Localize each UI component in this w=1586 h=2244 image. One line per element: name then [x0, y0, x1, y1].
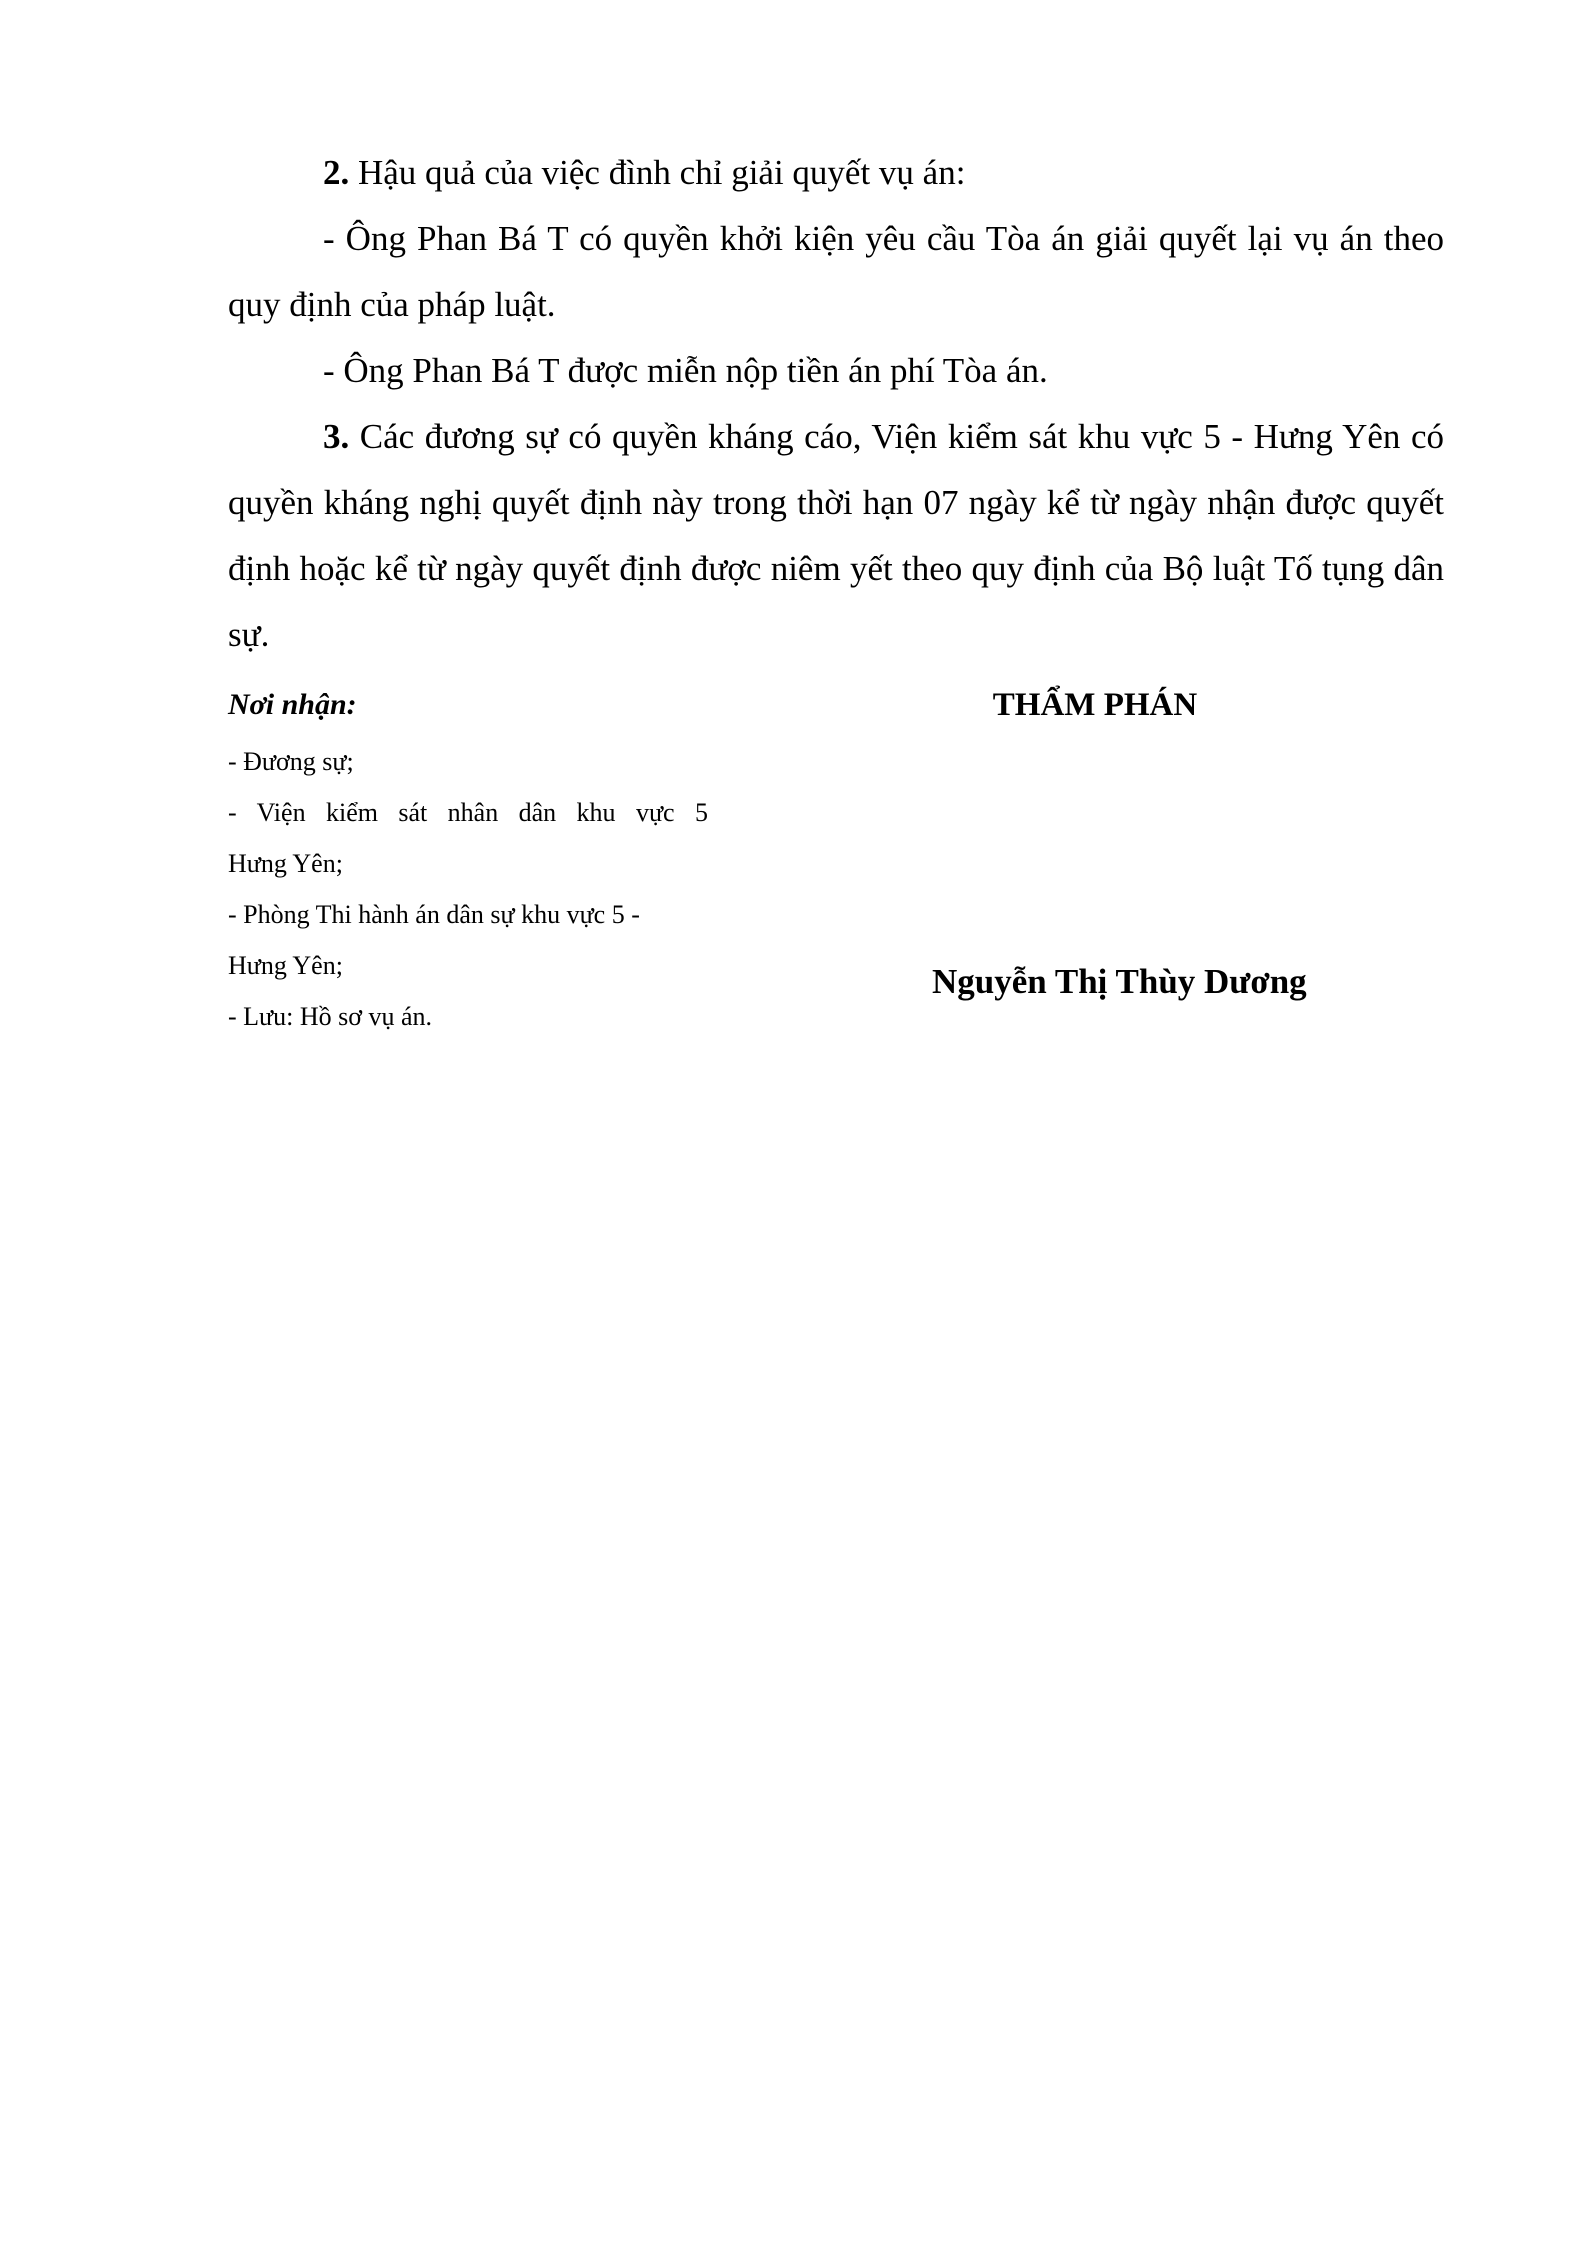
section-2-item-1: - Ông Phan Bá T có quyền khởi kiện yêu cầu Tòa án giải quyết lại vụ án theo quy định của pháp luật.	[228, 219, 1444, 324]
recipients-title: Nơi nhận:	[228, 688, 357, 721]
recipients-list	[228, 736, 708, 1042]
recipient-item: - Lưu: Hồ sơ vụ án.	[228, 1002, 433, 1031]
recipient-item: - Viện kiểm sát nhân dân khu vực 5	[228, 798, 708, 827]
recipient-item: - Phòng Thi hành án dân sự khu vực 5 -	[228, 900, 640, 929]
recipient-item: Hưng Yên;	[228, 951, 343, 980]
section-2-heading	[228, 140, 1444, 206]
section-3-number: 3.	[323, 417, 350, 456]
section-2-item-2: - Ông Phan Bá T được miễn nộp tiền án phí Tòa án.	[323, 351, 1048, 390]
recipient-item: Hưng Yên;	[228, 849, 343, 878]
decision-body	[228, 140, 1444, 668]
section-2-number: 2.	[323, 153, 350, 192]
signature-title: THẨM PHÁN	[992, 687, 1198, 723]
section-3-paragraph	[228, 404, 1444, 668]
signer-name: Nguyễn Thị Thùy Dương	[932, 962, 1307, 1001]
section-3-text: Các đương sự có quyền kháng cáo, Viện kiểm sát khu vực 5 - Hưng Yên có quyền kháng nghị quyết định này trong thời hạn 07 ngày kể từ ngày nhận được quyết định hoặc kể từ ngày quyết định được niêm yết theo quy định của Bộ luật Tố tụng dân sự.	[228, 417, 1444, 654]
recipients-block	[228, 680, 708, 1042]
recipient-item: - Đương sự;	[228, 747, 354, 776]
section-2-heading-text: Hậu quả của việc đình chỉ giải quyết vụ án:	[358, 153, 966, 192]
